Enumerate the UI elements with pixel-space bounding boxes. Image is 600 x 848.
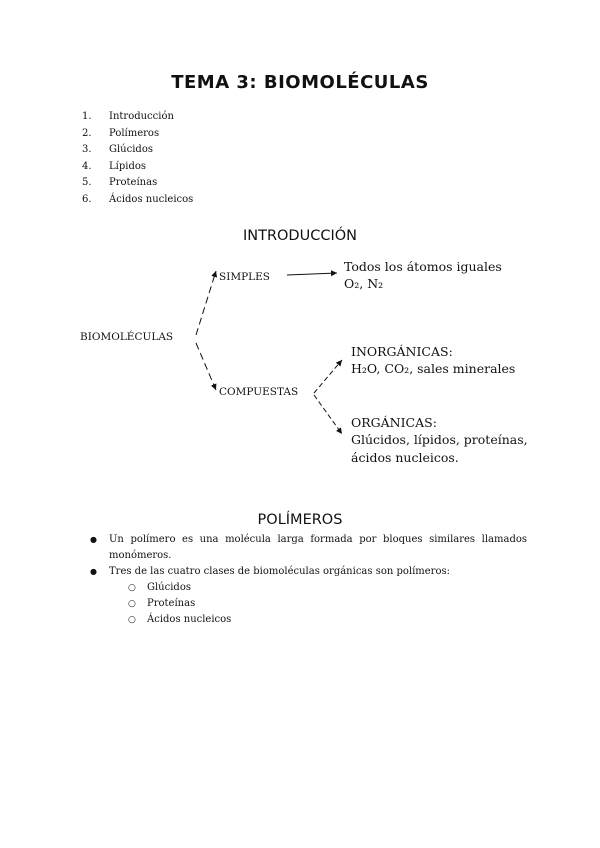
polimeros-sublist (109, 580, 527, 628)
simples-label: SIMPLES (219, 271, 270, 283)
toc-number: 6. (82, 193, 92, 205)
list-item (90, 564, 527, 628)
sub-list-item: ○ Glúcidos (128, 580, 527, 596)
toc-label: Ácidos nucleicos (109, 193, 194, 205)
arrow-to-compuestas (196, 343, 216, 390)
arrow-to-organicas (314, 395, 342, 434)
simples-examples: O₂, N₂ (344, 276, 384, 291)
document-title: TEMA 3: BIOMOLÉCULAS (171, 72, 429, 93)
toc-number: 3. (82, 144, 92, 155)
arrow-to-simples-desc (287, 273, 337, 275)
toc-item (82, 111, 193, 128)
organicas-examples-line2: ácidos nucleicos. (351, 450, 459, 465)
toc-item (82, 177, 193, 194)
toc-number: 2. (82, 127, 92, 139)
polimeros-list (90, 532, 527, 628)
arrow-to-simples (196, 271, 216, 335)
toc-item (82, 161, 193, 178)
list-item (90, 532, 527, 564)
intro-heading: INTRODUCCIÓN (242, 228, 358, 244)
bullet-text: Tres de las cuatro clases de biomoléculas orgánicas son polímeros: (109, 566, 450, 577)
polimeros-heading: POLÍMEROS (257, 512, 343, 528)
bullet-text: Un polímero es una molécula larga formada por bloques similares llamados monómeros. (109, 534, 527, 561)
toc-number: 5. (82, 177, 92, 188)
sub-list-item: ○ Proteínas (128, 596, 527, 612)
toc-number: 4. (82, 160, 92, 172)
toc-label: Lípidos (109, 160, 146, 172)
inorganicas-label: INORGÁNICAS: (351, 344, 453, 359)
simples-description: Todos los átomos iguales (344, 259, 502, 274)
arrow-to-inorganicas (314, 360, 342, 393)
inorganicas-examples: H₂O, CO₂, sales minerales (351, 361, 516, 376)
toc-item (82, 128, 193, 145)
toc-label: Introducción (109, 111, 174, 122)
toc-item (82, 194, 193, 211)
toc-item (82, 144, 193, 161)
organicas-examples-line1: Glúcidos, lípidos, proteínas, (351, 432, 528, 447)
toc-number: 1. (82, 111, 92, 122)
toc-label: Polímeros (109, 127, 160, 139)
toc-label: Proteínas (109, 177, 158, 188)
compuestas-label: COMPUESTAS (219, 386, 299, 398)
organicas-label: ORGÁNICAS: (351, 415, 437, 430)
sub-list-item: ○ Ácidos nucleicos (128, 612, 527, 628)
table-of-contents (82, 111, 193, 210)
toc-label: Glúcidos (109, 144, 153, 155)
root-label: BIOMOLÉCULAS (80, 331, 174, 343)
